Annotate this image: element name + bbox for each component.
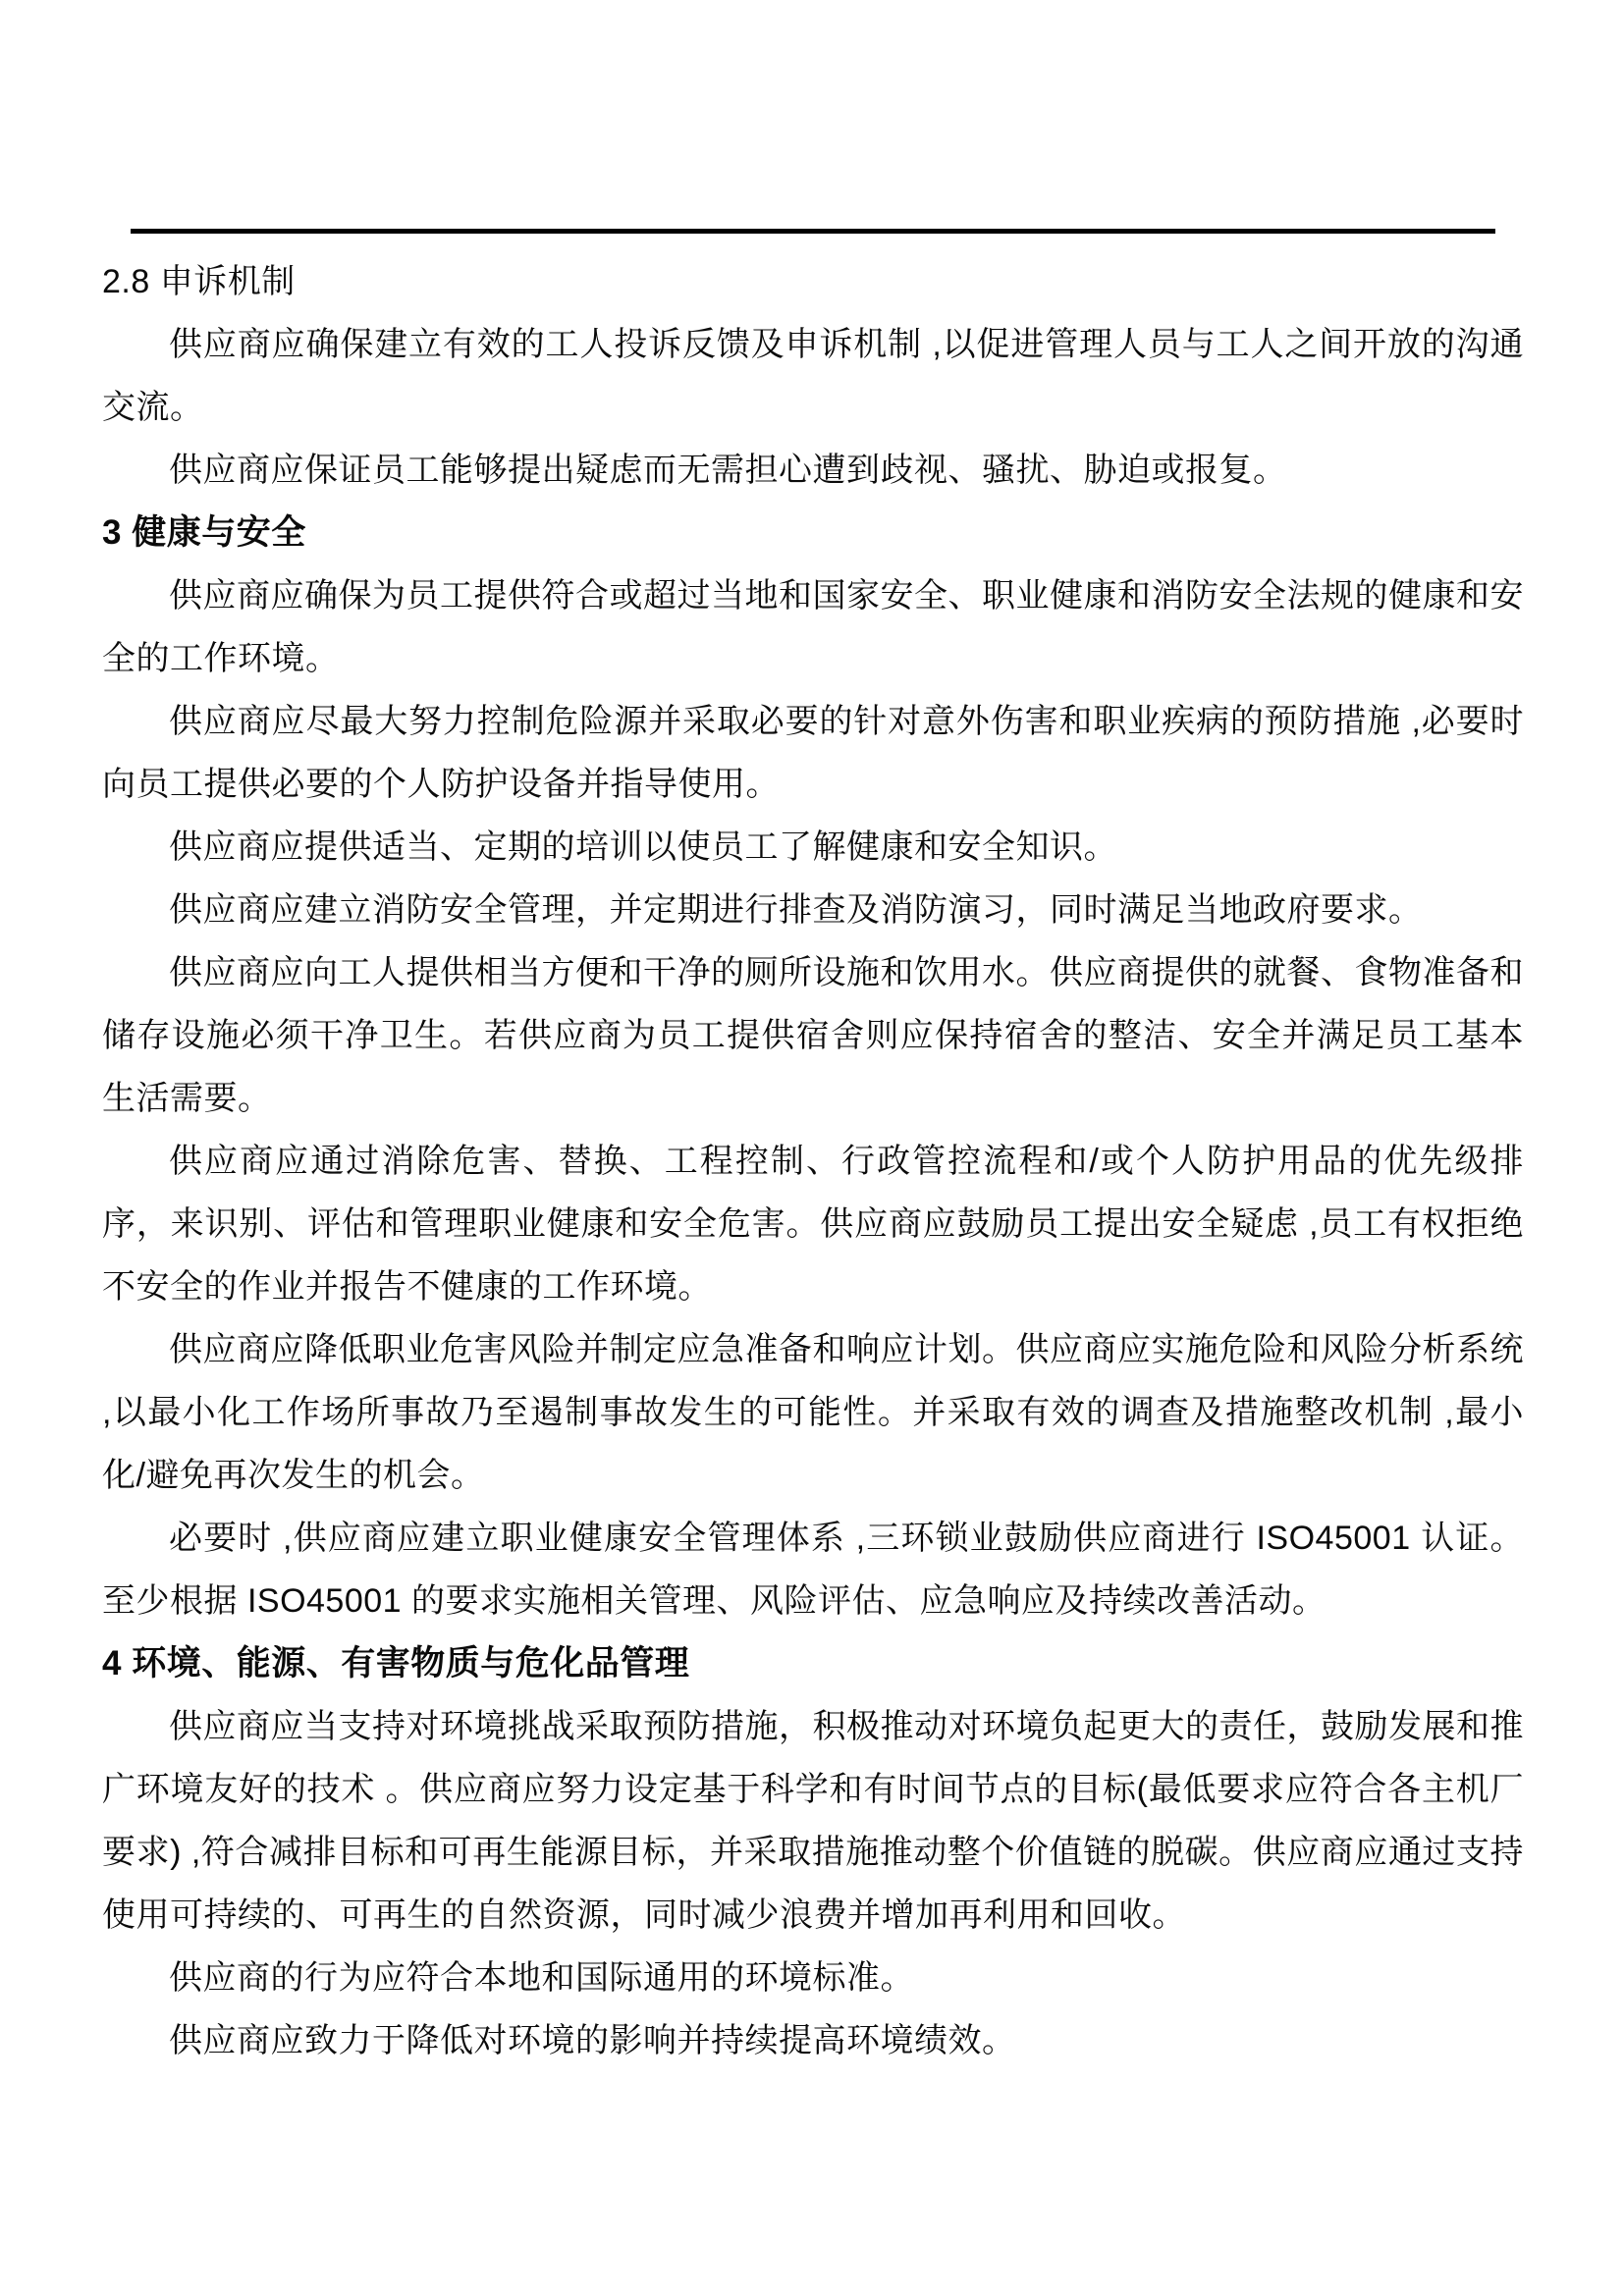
paragraph: 供应商应建立消防安全管理，并定期进行排查及消防演习，同时满足当地政府要求。 — [169, 891, 1423, 929]
section-heading-2-8: 2.8 申诉机制 — [102, 263, 296, 300]
section-heading-4: 4 环境、能源、有害物质与危化品管理 — [102, 1644, 690, 1682]
paragraph: 供应商应确保为员工提供符合或超过当地和国家安全、职业健康和消防安全法规的健康和安全的工作环境。 — [102, 577, 1524, 677]
paragraph: 供应商应当支持对环境挑战采取预防措施，积极推动对环境负起更大的责任，鼓励发展和推广环境友好的技术 。供应商应努力设定基于科学和有时间节点的目标(最低要求应符合各主机厂要求) ,符合减排目标和可再生能源目标，并采取措施推动整个价值链的脱碳。供应商应通过支持使用可持续的、可再生的自然资源，同时减少浪费并增加再利用和回收。 — [102, 1708, 1524, 1934]
paragraph: 供应商应保证员工能够提出疑虑而无需担心遭到歧视、骚扰、胁迫或报复。 — [169, 452, 1287, 489]
paragraph: 供应商应提供适当、定期的培训以使员工了解健康和安全知识。 — [169, 828, 1117, 866]
document-body — [102, 250, 1524, 2072]
paragraph: 供应商应向工人提供相当方便和干净的厕所设施和饮用水。供应商提供的就餐、食物准备和储存设施必须干净卫生。若供应商为员工提供宿舍则应保持宿舍的整洁、安全并满足员工基本生活需要。 — [102, 954, 1524, 1117]
header-divider-rule — [131, 229, 1495, 234]
paragraph: 供应商应降低职业危害风险并制定应急准备和响应计划。供应商应实施危险和风险分析系统 ,以最小化工作场所事故乃至遏制事故发生的可能性。并采取有效的调查及措施整改机制 ,最小化/避免再次发生的机会。 — [102, 1331, 1524, 1494]
paragraph: 供应商的行为应符合本地和国际通用的环境标准。 — [169, 1959, 914, 1997]
section-heading-3: 3 健康与安全 — [102, 513, 306, 552]
paragraph: 供应商应致力于降低对环境的影响并持续提高环境绩效。 — [169, 2022, 1016, 2059]
paragraph: 供应商应尽最大努力控制危险源并采取必要的针对意外伤害和职业疾病的预防措施 ,必要时向员工提供必要的个人防护设备并指导使用。 — [102, 703, 1524, 803]
paragraph: 供应商应通过消除危害、替换、工程控制、行政管控流程和/或个人防护用品的优先级排序，来识别、评估和管理职业健康和安全危害。供应商应鼓励员工提出安全疑虑 ,员工有权拒绝不安全的作业并报告不健康的工作环境。 — [102, 1143, 1524, 1306]
paragraph: 必要时 ,供应商应建立职业健康安全管理体系 ,三环锁业鼓励供应商进行 ISO45001 认证。至少根据 ISO45001 的要求实施相关管理、风险评估、应急响应及持续改善活动。 — [102, 1520, 1524, 1620]
paragraph: 供应商应确保建立有效的工人投诉反馈及申诉机制 ,以促进管理人员与工人之间开放的沟通交流。 — [102, 326, 1524, 426]
